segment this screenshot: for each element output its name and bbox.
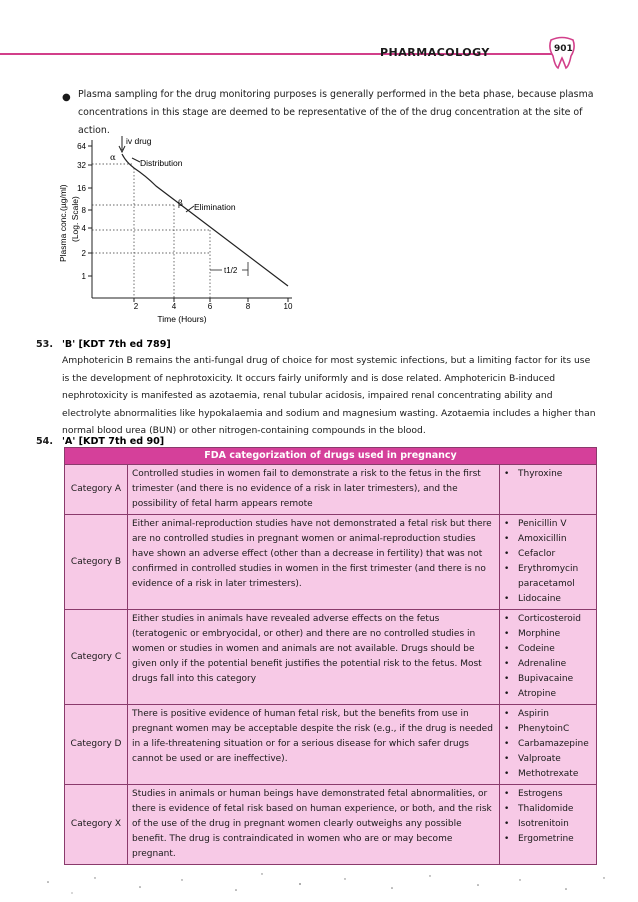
x-tick-4: 4	[171, 302, 177, 311]
drug-item: • Ergometrine	[504, 834, 574, 844]
drug-list	[500, 785, 597, 865]
y-axis-sublabel: (Log. Scale)	[70, 196, 80, 242]
table-row-category-c	[65, 610, 597, 705]
label-alpha: α	[110, 153, 116, 163]
drug-item: • Lidocaine	[504, 594, 561, 604]
label-half-life: t1/2	[224, 266, 238, 275]
drug-item: • Amoxicillin	[504, 534, 567, 544]
drug-list	[500, 705, 597, 785]
fda-pregnancy-table	[64, 447, 597, 865]
scan-noise	[0, 860, 638, 900]
drug-item: • Aspirin	[504, 709, 549, 719]
table-row-category-d	[65, 705, 597, 785]
drug-item: • Valproate	[504, 754, 561, 764]
y-tick-64: 64	[77, 142, 86, 151]
drug-item: • Estrogens	[504, 789, 563, 799]
label-elimination: Elimination	[194, 202, 236, 212]
x-tick-2: 2	[133, 302, 139, 311]
drug-item: • PhenytoinC	[504, 724, 570, 734]
page-number: 901	[554, 44, 573, 54]
x-tick-6: 6	[207, 302, 213, 311]
table-title: FDA categorization of drugs used in pregnancy	[65, 448, 597, 465]
x-axis-label: Time (Hours)	[157, 314, 207, 324]
drug-item: • Adrenaline	[504, 659, 567, 669]
drug-list	[500, 610, 597, 705]
category-description: Either studies in animals have revealed adverse effects on the fetus (teratogenic or embryocidal, or other) and there are no controlled studies in women or studies in women and animals are not available. Drugs should be given only if the potential benefit justifies the potential risk to the fetus. Most drugs fall into this category	[128, 610, 500, 705]
label-iv-drug: iv drug	[126, 136, 152, 146]
drug-item: • Cefaclor	[504, 549, 556, 559]
category-description: Either animal-reproduction studies have not demonstrated a fetal risk but there are no controlled studies in pregnant women or animal-reproduction studies have shown an adverse effect (other than a decrease in fertility) that was not confirmed in controlled studies in women in the first trimester (and there is no evidence of a risk in later trimesters).	[128, 515, 500, 610]
table-row-category-x	[65, 785, 597, 865]
drug-item: • Methotrexate	[504, 769, 579, 779]
plasma-concentration-graph	[52, 130, 312, 330]
q53-number: 53.	[36, 339, 53, 350]
drug-item: • Thalidomide	[504, 804, 574, 814]
category-description: Controlled studies in women fail to demonstrate a risk to the fetus in the first trimester (and there is no evidence of a risk in later trimesters), and the possibility of fetal harm appears remote	[128, 465, 500, 515]
y-tick-32: 32	[77, 161, 86, 170]
drug-item: • Bupivacaine	[504, 674, 574, 684]
table-row-category-a	[65, 465, 597, 515]
y-tick-8: 8	[81, 206, 86, 215]
y-tick-1: 1	[81, 272, 86, 281]
category-description: There is positive evidence of human fetal risk, but the benefits from use in pregnant women may be acceptable despite the risk (e.g., if the drug is needed in a life-threatening situation or for a serious disease for which safer drugs cannot be used or are ineffective).	[128, 705, 500, 785]
drug-item: • Corticosteroid	[504, 614, 581, 624]
q54-number: 54.	[36, 436, 53, 447]
label-distribution: Distribution	[140, 158, 183, 168]
category-label: Category X	[65, 785, 128, 865]
distribution-arrow	[132, 158, 140, 162]
q54-ref: 'A' [KDT 7th ed 90]	[62, 436, 165, 447]
table-row-category-b	[65, 515, 597, 610]
guide-lines	[92, 164, 210, 298]
category-label: Category C	[65, 610, 128, 705]
label-beta: β	[178, 199, 183, 209]
category-label: Category A	[65, 465, 128, 515]
q53-text: Amphotericin B remains the anti-fungal drug of choice for most systemic infections, but a limiting factor for its use is the development of nephrotoxicity. It occurs fairly uniformly and is dose related. Amphotericin B-induced nephrotoxicity is manifested as azotaemia, renal tubular acidosis, impaired renal concentrating ability and electrolyte abnormalities like hypokalaemia and sodium and magnesium wasting. Azotaemia includes a higher than normal blood urea (BUN) or other nitrogen-containing compounds in the blood.	[62, 355, 596, 436]
category-description: Studies in animals or human beings have demonstrated fetal abnormalities, or there is evidence of fetal risk based on human experience, or both, and the risk of the use of the drug in pregnant women clearly outweighs any possible benefit. The drug is contraindicated in women who are or may become pregnant.	[128, 785, 500, 865]
drug-item: • Erythromycin paracetamol	[504, 564, 579, 589]
drug-item: • Codeine	[504, 644, 555, 654]
drug-item: • Morphine	[504, 629, 561, 639]
x-ticks	[134, 298, 293, 311]
y-tick-16: 16	[77, 184, 86, 193]
y-tick-4: 4	[81, 224, 86, 233]
y-tick-2: 2	[81, 249, 86, 258]
y-axis-label: Plasma conc.(µg/ml)	[58, 184, 68, 262]
drug-item: • Isotrenitoin	[504, 819, 569, 829]
x-tick-10: 10	[283, 302, 293, 311]
concentration-curve	[122, 154, 288, 286]
page-header-title: PHARMACOLOGY	[380, 46, 490, 59]
drug-item: • Penicillin V	[504, 519, 567, 529]
category-label: Category B	[65, 515, 128, 610]
q53-ref: 'B' [KDT 7th ed 789]	[62, 339, 171, 350]
category-label: Category D	[65, 705, 128, 785]
intro-text: Plasma sampling for the drug monitoring purposes is generally performed in the beta phase, because plasma concentrations in this stage are deemed to be representative of the of the drug concentration at the site of action.	[78, 89, 594, 136]
drug-list	[500, 465, 597, 515]
bullet-dot: ●	[62, 92, 71, 103]
x-tick-8: 8	[245, 302, 251, 311]
drug-item: • Thyroxine	[504, 469, 563, 479]
drug-item: • Atropine	[504, 689, 556, 699]
drug-list	[500, 515, 597, 610]
drug-item: • Carbamazepine	[504, 739, 589, 749]
